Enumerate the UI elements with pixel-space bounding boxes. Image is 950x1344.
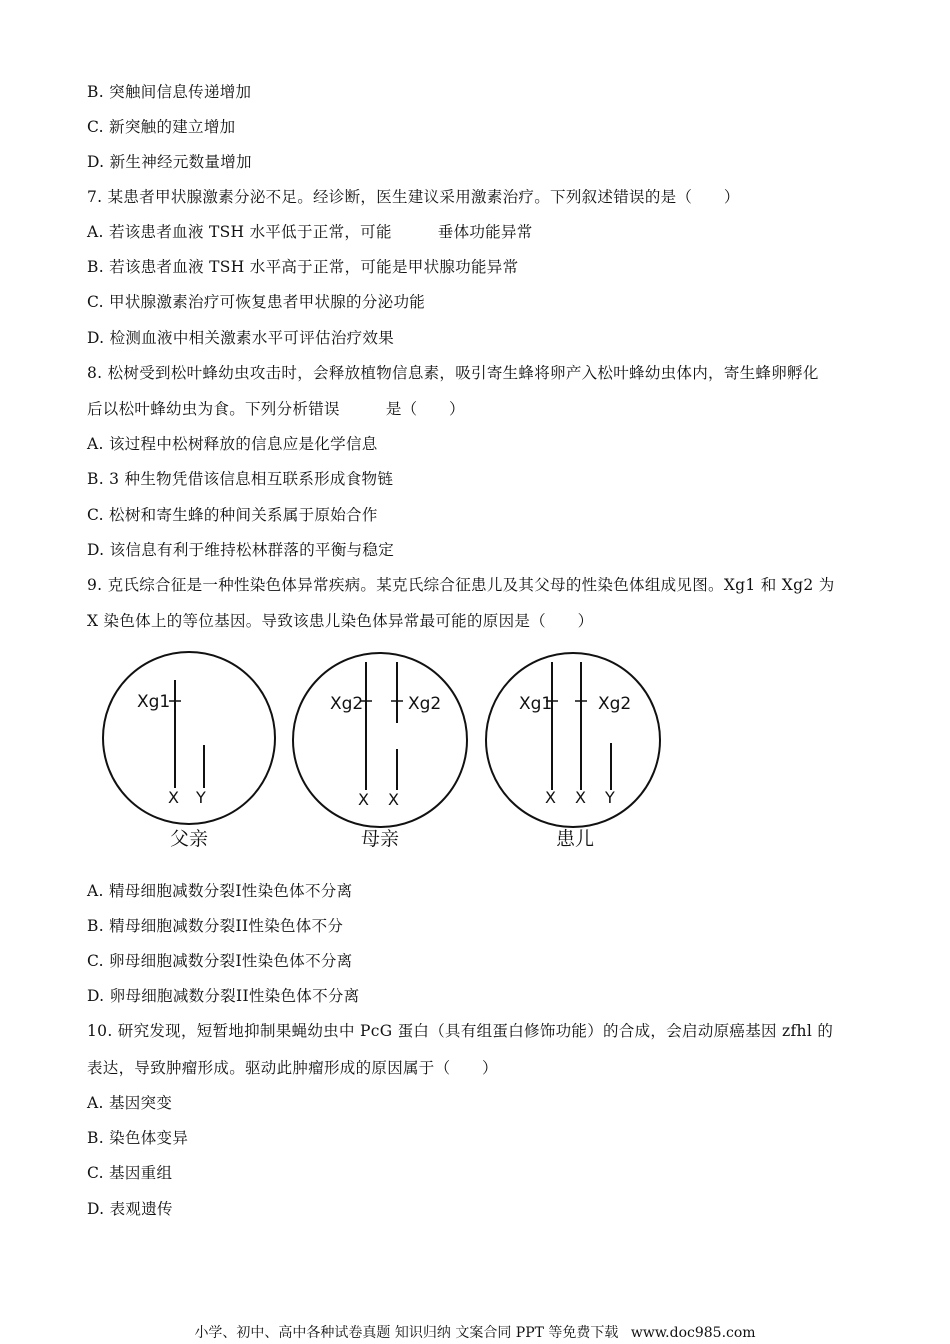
q7-option-b: B. 若该患者血液 TSH 水平高于正常，可能是甲状腺功能异常 [87, 258, 519, 276]
q9-option-c: C. 卵母细胞减数分裂I性染色体不分离 [87, 952, 353, 970]
q8-stem-line2-part1: 后以松叶蜂幼虫为食。下列分析错误 [87, 400, 340, 418]
q7-option-a-part2: 垂体功能异常 [437, 223, 533, 241]
father-caption: 父亲 [169, 828, 209, 850]
child-chromosome-y: Y [605, 788, 615, 807]
q8-option-a: A. 该过程中松树释放的信息应是化学信息 [87, 435, 378, 453]
father-chromosome-y: Y [196, 788, 206, 807]
q7-option-d: D. 检测血液中相关激素水平可评估治疗效果 [87, 329, 395, 347]
mother-chromosome-x1: X [358, 790, 369, 809]
q8-option-c: C. 松树和寄生蜂的种间关系属于原始合作 [87, 506, 378, 524]
q10-option-a: A. 基因突变 [87, 1094, 173, 1112]
mother-caption: 母亲 [360, 828, 400, 850]
q6-option-d: D. 新生神经元数量增加 [87, 153, 252, 171]
q8-stem-line1: 8. 松树受到松叶蜂幼虫攻击时，会释放植物信息素，吸引寄生蜂将卵产入松叶蜂幼虫体内，寄生蜂卵孵化 [87, 364, 819, 382]
q6-option-c: C. 新突触的建立增加 [87, 118, 236, 136]
q6-option-b: B. 突触间信息传递增加 [87, 83, 252, 101]
q8-option-d: D. 该信息有利于维持松林群落的平衡与稳定 [87, 541, 395, 559]
q10-stem-line1: 10. 研究发现，短暂地抑制果蝇幼虫中 PcG 蛋白（具有组蛋白修饰功能）的合成，会启动原癌基因 zfhl 的 [87, 1022, 834, 1040]
father-gene-label: Xg1 [137, 692, 171, 712]
q9-option-b: B. 精母细胞减数分裂II性染色体不分 [87, 917, 344, 935]
q9-stem-line1: 9. 克氏综合征是一种性染色体异常疾病。某克氏综合征患儿及其父母的性染色体组成见图。Xg1 和 Xg2 为 [87, 576, 835, 594]
mother-gene-left: Xg2 [330, 694, 364, 714]
q10-option-d: D. 表观遗传 [87, 1200, 173, 1218]
chromosome-figure [95, 650, 675, 860]
child-chromosome-x1: X [545, 788, 556, 807]
child-gene-left: Xg1 [519, 694, 553, 714]
q9-option-a: A. 精母细胞减数分裂I性染色体不分离 [87, 882, 353, 900]
q9-stem-line2: X 染色体上的等位基因。导致该患儿染色体异常最可能的原因是（ ） [87, 612, 594, 630]
q8-stem-line2 [87, 399, 465, 419]
mother-cell [293, 653, 467, 850]
q8-stem-line2-part2: 是（ ） [385, 400, 465, 418]
footer-text: 小学、初中、高中各种试卷真题 知识归纳 文案合同 PPT 等免费下载 [194, 1325, 619, 1341]
father-cell [103, 652, 275, 850]
mother-chromosome-x2: X [388, 790, 399, 809]
q7-stem: 7. 某患者甲状腺激素分泌不足。经诊断，医生建议采用激素治疗。下列叙述错误的是（ ） [87, 188, 740, 206]
q8-option-b: B. 3 种生物凭借该信息相互联系形成食物链 [87, 470, 394, 488]
child-cell [486, 653, 660, 850]
child-gene-right: Xg2 [598, 694, 632, 714]
page-footer [0, 1324, 950, 1342]
q10-option-c: C. 基因重组 [87, 1164, 173, 1182]
child-chromosome-x2: X [575, 788, 586, 807]
q7-option-a-part1: A. 若该患者血液 TSH 水平低于正常，可能 [87, 223, 392, 241]
q9-option-d: D. 卵母细胞减数分裂II性染色体不分离 [87, 987, 360, 1005]
mother-gene-right: Xg2 [408, 694, 442, 714]
q10-stem-line2: 表达，导致肿瘤形成。驱动此肿瘤形成的原因属于（ ） [87, 1059, 498, 1077]
q7-option-a [87, 222, 533, 242]
footer-site-link[interactable]: www.doc985.com [630, 1325, 756, 1341]
q7-option-c: C. 甲状腺激素治疗可恢复患者甲状腺的分泌功能 [87, 293, 426, 311]
child-caption: 患儿 [555, 828, 595, 850]
father-chromosome-x: X [168, 788, 179, 807]
q10-option-b: B. 染色体变异 [87, 1129, 189, 1147]
